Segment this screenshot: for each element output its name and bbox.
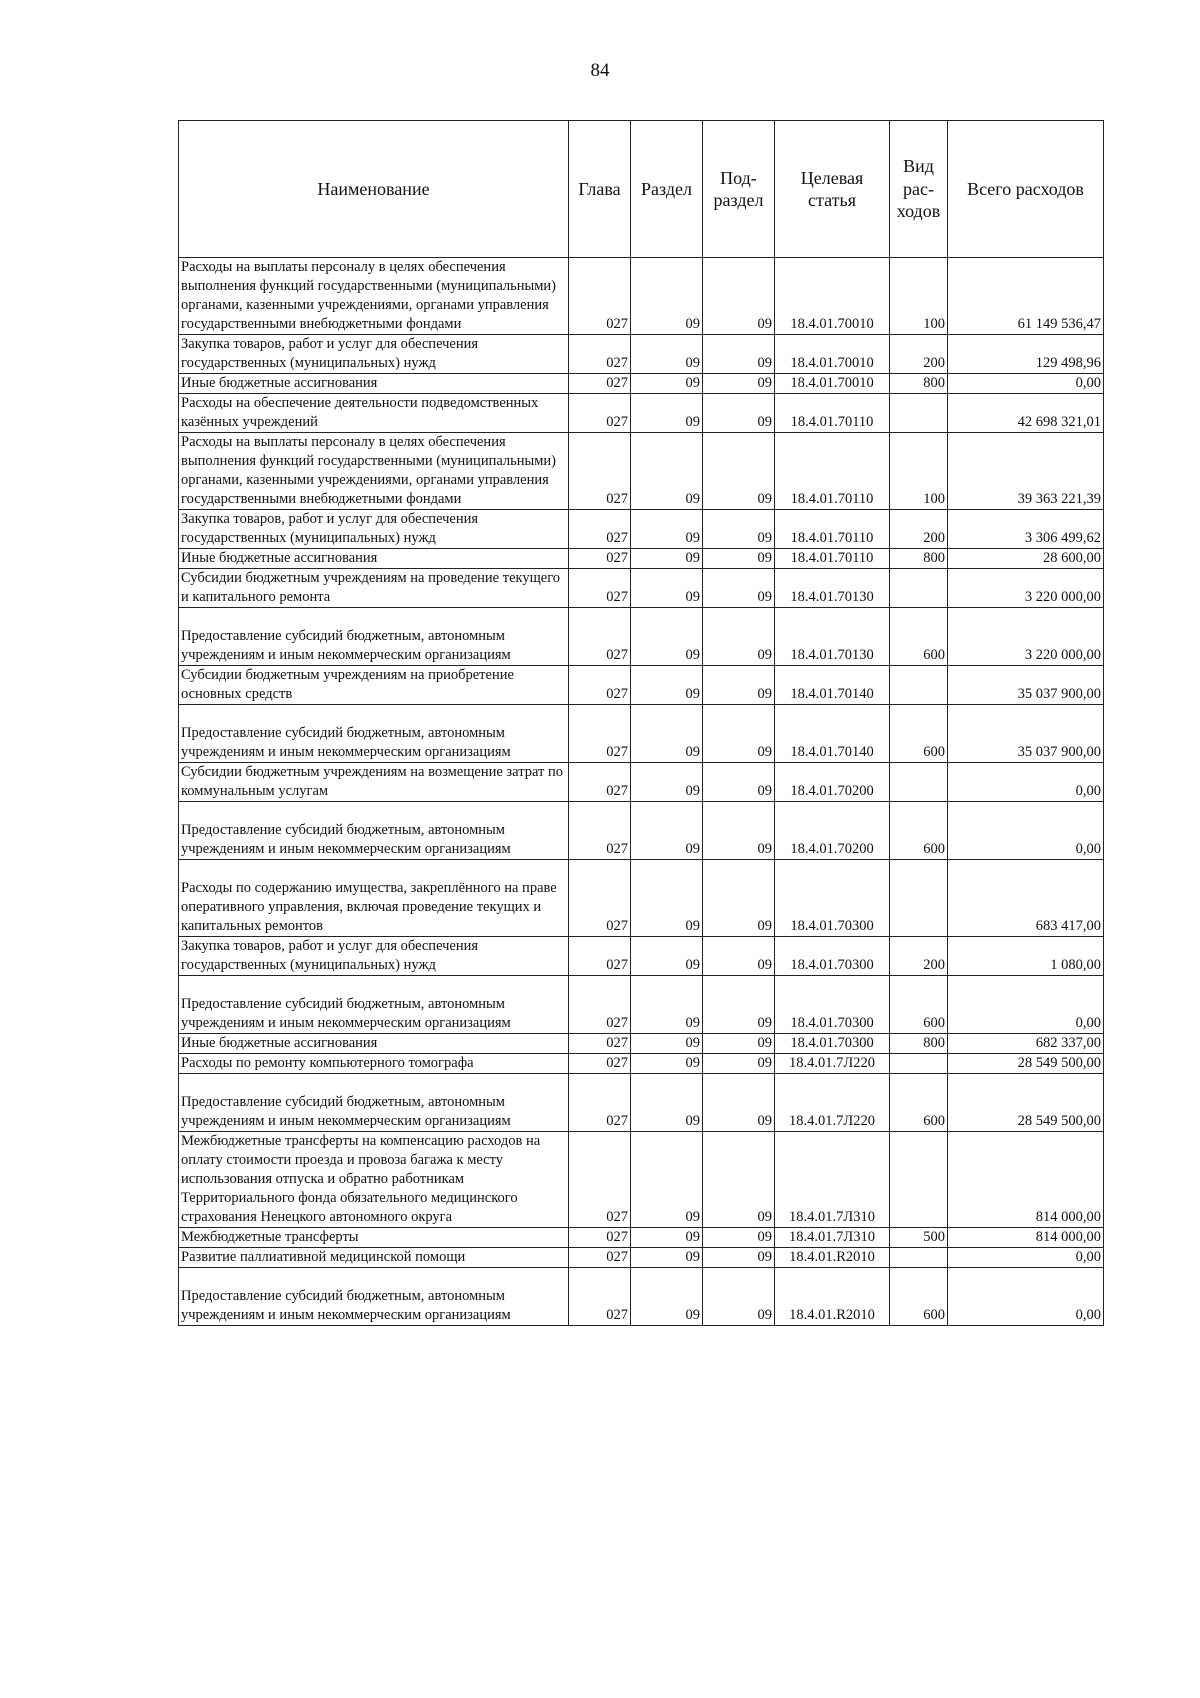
row-subsection: 09 xyxy=(703,258,775,335)
row-target: 18.4.01.70140 xyxy=(775,666,890,705)
row-target: 18.4.01.70010 xyxy=(775,335,890,374)
table-row xyxy=(179,1228,1104,1248)
row-total: 683 417,00 xyxy=(948,860,1104,937)
table-row xyxy=(179,802,1104,860)
row-total: 3 220 000,00 xyxy=(948,569,1104,608)
row-subsection: 09 xyxy=(703,860,775,937)
row-total: 28 549 500,00 xyxy=(948,1054,1104,1074)
row-expense-type: 100 xyxy=(890,258,948,335)
row-expense-type xyxy=(890,569,948,608)
row-chapter: 027 xyxy=(569,1034,631,1054)
row-target: 18.4.01.R2010 xyxy=(775,1268,890,1326)
row-name xyxy=(179,976,569,1034)
row-chapter: 027 xyxy=(569,510,631,549)
row-chapter: 027 xyxy=(569,937,631,976)
row-name-text: Субсидии бюджетным учреждениям на приобретение основных средств xyxy=(181,667,514,702)
table-row xyxy=(179,1248,1104,1268)
row-name xyxy=(179,1228,569,1248)
row-name-text: Расходы по содержанию имущества, закреплённого на праве оперативного управления, включая проведение текущих и капитальных ремонтов xyxy=(181,880,557,934)
row-total: 1 080,00 xyxy=(948,937,1104,976)
row-name xyxy=(179,666,569,705)
row-name-text: Расходы на выплаты персоналу в целях обеспечения выполнения функций государственными (муниципальными) органами, казенными учреждениями, органами управления государственными внебюджетными фондами xyxy=(181,259,557,332)
row-subsection: 09 xyxy=(703,666,775,705)
row-subsection: 09 xyxy=(703,705,775,763)
table-row xyxy=(179,860,1104,937)
row-expense-type xyxy=(890,1248,948,1268)
header-target: Целевая статья xyxy=(775,121,890,258)
row-section: 09 xyxy=(631,374,703,394)
row-name-text: Межбюджетные трансферты на компенсацию расходов на оплату стоимости проезда и провоза багажа к месту использования отпуска и обратно работникам Территориального фонда обязательного медицинского страхования Ненецкого автономного округа xyxy=(181,1133,541,1225)
row-name xyxy=(179,1074,569,1132)
row-expense-type: 500 xyxy=(890,1228,948,1248)
row-name-text: Расходы по ремонту компьютерного томографа xyxy=(181,1055,474,1071)
row-subsection: 09 xyxy=(703,394,775,433)
row-target: 18.4.01.7Л310 xyxy=(775,1132,890,1228)
row-name xyxy=(179,1054,569,1074)
row-chapter: 027 xyxy=(569,1228,631,1248)
row-name-text: Закупка товаров, работ и услуг для обеспечения государственных (муниципальных) нужд xyxy=(181,511,479,546)
header-total: Всего расходов xyxy=(948,121,1104,258)
row-total: 0,00 xyxy=(948,374,1104,394)
row-expense-type: 600 xyxy=(890,976,948,1034)
row-subsection: 09 xyxy=(703,1248,775,1268)
row-name xyxy=(179,1268,569,1326)
row-total: 35 037 900,00 xyxy=(948,666,1104,705)
row-expense-type: 600 xyxy=(890,1268,948,1326)
row-total: 0,00 xyxy=(948,1268,1104,1326)
row-name xyxy=(179,1248,569,1268)
row-section: 09 xyxy=(631,1054,703,1074)
row-chapter: 027 xyxy=(569,258,631,335)
row-section: 09 xyxy=(631,335,703,374)
row-chapter: 027 xyxy=(569,802,631,860)
table-row xyxy=(179,374,1104,394)
row-section: 09 xyxy=(631,1228,703,1248)
table-body xyxy=(179,258,1104,1326)
header-subsection: Под- раздел xyxy=(703,121,775,258)
row-total: 42 698 321,01 xyxy=(948,394,1104,433)
row-name-text: Предоставление субсидий бюджетным, автономным учреждениям и иным некоммерческим организациям xyxy=(181,725,511,760)
row-chapter: 027 xyxy=(569,569,631,608)
row-total: 3 220 000,00 xyxy=(948,608,1104,666)
row-target: 18.4.01.70110 xyxy=(775,510,890,549)
row-name-text: Предоставление субсидий бюджетным, автономным учреждениям и иным некоммерческим организациям xyxy=(181,628,511,663)
row-target: 18.4.01.70300 xyxy=(775,937,890,976)
row-subsection: 09 xyxy=(703,549,775,569)
row-name xyxy=(179,394,569,433)
row-name xyxy=(179,705,569,763)
header-section: Раздел xyxy=(631,121,703,258)
row-name xyxy=(179,335,569,374)
row-expense-type xyxy=(890,1132,948,1228)
row-subsection: 09 xyxy=(703,763,775,802)
header-expense-type: Вид рас- ходов xyxy=(890,121,948,258)
row-name-text: Иные бюджетные ассигнования xyxy=(181,1035,378,1051)
row-expense-type xyxy=(890,860,948,937)
row-expense-type: 800 xyxy=(890,374,948,394)
row-expense-type xyxy=(890,763,948,802)
row-section: 09 xyxy=(631,608,703,666)
table-header-row xyxy=(179,121,1104,258)
row-target: 18.4.01.70130 xyxy=(775,569,890,608)
row-expense-type xyxy=(890,394,948,433)
table-row xyxy=(179,705,1104,763)
row-expense-type: 800 xyxy=(890,549,948,569)
row-chapter: 027 xyxy=(569,763,631,802)
row-subsection: 09 xyxy=(703,569,775,608)
row-subsection: 09 xyxy=(703,1268,775,1326)
table-row xyxy=(179,1034,1104,1054)
row-target: 18.4.01.7Л310 xyxy=(775,1228,890,1248)
table-row xyxy=(179,1074,1104,1132)
row-section: 09 xyxy=(631,1034,703,1054)
row-total: 3 306 499,62 xyxy=(948,510,1104,549)
page-number: 84 xyxy=(590,60,610,81)
row-expense-type: 200 xyxy=(890,937,948,976)
table-row xyxy=(179,510,1104,549)
row-name-text: Предоставление субсидий бюджетным, автономным учреждениям и иным некоммерческим организациям xyxy=(181,996,511,1031)
row-target: 18.4.01.70010 xyxy=(775,258,890,335)
header-name: Наименование xyxy=(179,121,569,258)
row-name xyxy=(179,608,569,666)
row-total: 0,00 xyxy=(948,802,1104,860)
row-target: 18.4.01.7Л220 xyxy=(775,1054,890,1074)
row-name-text: Иные бюджетные ассигнования xyxy=(181,375,378,391)
row-total: 129 498,96 xyxy=(948,335,1104,374)
row-target: 18.4.01.70110 xyxy=(775,549,890,569)
table-row xyxy=(179,335,1104,374)
row-subsection: 09 xyxy=(703,802,775,860)
row-section: 09 xyxy=(631,569,703,608)
row-chapter: 027 xyxy=(569,1074,631,1132)
row-section: 09 xyxy=(631,666,703,705)
row-section: 09 xyxy=(631,860,703,937)
row-target: 18.4.01.R2010 xyxy=(775,1248,890,1268)
row-name xyxy=(179,860,569,937)
row-subsection: 09 xyxy=(703,1034,775,1054)
row-subsection: 09 xyxy=(703,1132,775,1228)
row-name xyxy=(179,510,569,549)
header-chapter: Глава xyxy=(569,121,631,258)
table-row xyxy=(179,433,1104,510)
row-subsection: 09 xyxy=(703,335,775,374)
row-subsection: 09 xyxy=(703,976,775,1034)
row-total: 814 000,00 xyxy=(948,1228,1104,1248)
row-total: 0,00 xyxy=(948,976,1104,1034)
row-total: 814 000,00 xyxy=(948,1132,1104,1228)
table-row xyxy=(179,258,1104,335)
row-target: 18.4.01.70130 xyxy=(775,608,890,666)
row-subsection: 09 xyxy=(703,608,775,666)
row-name xyxy=(179,433,569,510)
row-section: 09 xyxy=(631,802,703,860)
table-row xyxy=(179,1268,1104,1326)
row-chapter: 027 xyxy=(569,394,631,433)
row-total: 28 600,00 xyxy=(948,549,1104,569)
row-name xyxy=(179,802,569,860)
row-expense-type: 200 xyxy=(890,510,948,549)
row-name-text: Расходы на обеспечение деятельности подведомственных казённых учреждений xyxy=(181,395,539,430)
table-row xyxy=(179,1054,1104,1074)
table-row xyxy=(179,937,1104,976)
row-total: 28 549 500,00 xyxy=(948,1074,1104,1132)
row-name-text: Межбюджетные трансферты xyxy=(181,1229,359,1245)
row-section: 09 xyxy=(631,976,703,1034)
row-subsection: 09 xyxy=(703,1228,775,1248)
row-subsection: 09 xyxy=(703,374,775,394)
table-row xyxy=(179,608,1104,666)
row-name xyxy=(179,1034,569,1054)
row-section: 09 xyxy=(631,1074,703,1132)
row-chapter: 027 xyxy=(569,335,631,374)
row-expense-type: 600 xyxy=(890,1074,948,1132)
row-expense-type: 100 xyxy=(890,433,948,510)
row-expense-type: 600 xyxy=(890,608,948,666)
row-chapter: 027 xyxy=(569,666,631,705)
row-target: 18.4.01.70110 xyxy=(775,433,890,510)
row-expense-type xyxy=(890,1054,948,1074)
row-chapter: 027 xyxy=(569,1132,631,1228)
row-section: 09 xyxy=(631,394,703,433)
row-name-text: Иные бюджетные ассигнования xyxy=(181,550,378,566)
row-subsection: 09 xyxy=(703,937,775,976)
row-name-text: Субсидии бюджетным учреждениям на проведение текущего и капитального ремонта xyxy=(181,570,561,605)
row-expense-type: 600 xyxy=(890,802,948,860)
row-name xyxy=(179,569,569,608)
row-chapter: 027 xyxy=(569,374,631,394)
row-chapter: 027 xyxy=(569,860,631,937)
row-section: 09 xyxy=(631,258,703,335)
table-row xyxy=(179,976,1104,1034)
row-section: 09 xyxy=(631,1132,703,1228)
row-target: 18.4.01.70300 xyxy=(775,976,890,1034)
row-section: 09 xyxy=(631,763,703,802)
row-subsection: 09 xyxy=(703,1054,775,1074)
row-section: 09 xyxy=(631,1268,703,1326)
row-section: 09 xyxy=(631,705,703,763)
row-total: 0,00 xyxy=(948,763,1104,802)
table-row xyxy=(179,549,1104,569)
row-name-text: Расходы на выплаты персоналу в целях обеспечения выполнения функций государственными (муниципальными) органами, казенными учреждениями, органами управления государственными внебюджетными фондами xyxy=(181,434,557,507)
row-section: 09 xyxy=(631,433,703,510)
row-target: 18.4.01.70140 xyxy=(775,705,890,763)
row-total: 39 363 221,39 xyxy=(948,433,1104,510)
row-name xyxy=(179,1132,569,1228)
row-target: 18.4.01.70300 xyxy=(775,860,890,937)
table-row xyxy=(179,666,1104,705)
table-row xyxy=(179,569,1104,608)
row-target: 18.4.01.70010 xyxy=(775,374,890,394)
row-total: 35 037 900,00 xyxy=(948,705,1104,763)
row-chapter: 027 xyxy=(569,976,631,1034)
table-row xyxy=(179,1132,1104,1228)
row-chapter: 027 xyxy=(569,1054,631,1074)
row-name-text: Предоставление субсидий бюджетным, автономным учреждениям и иным некоммерческим организациям xyxy=(181,1094,511,1129)
row-name-text: Предоставление субсидий бюджетным, автономным учреждениям и иным некоммерческим организациям xyxy=(181,1288,511,1323)
row-target: 18.4.01.7Л220 xyxy=(775,1074,890,1132)
row-name xyxy=(179,937,569,976)
row-chapter: 027 xyxy=(569,549,631,569)
row-name-text: Развитие паллиативной медицинской помощи xyxy=(181,1249,466,1265)
row-section: 09 xyxy=(631,937,703,976)
row-subsection: 09 xyxy=(703,433,775,510)
row-chapter: 027 xyxy=(569,1268,631,1326)
row-chapter: 027 xyxy=(569,433,631,510)
row-section: 09 xyxy=(631,549,703,569)
row-name xyxy=(179,374,569,394)
row-name xyxy=(179,763,569,802)
row-subsection: 09 xyxy=(703,1074,775,1132)
row-expense-type xyxy=(890,666,948,705)
row-section: 09 xyxy=(631,1248,703,1268)
row-name-text: Предоставление субсидий бюджетным, автономным учреждениям и иным некоммерческим организациям xyxy=(181,822,511,857)
row-target: 18.4.01.70200 xyxy=(775,763,890,802)
row-name-text: Закупка товаров, работ и услуг для обеспечения государственных (муниципальных) нужд xyxy=(181,336,479,371)
row-total: 61 149 536,47 xyxy=(948,258,1104,335)
row-name-text: Субсидии бюджетным учреждениям на возмещение затрат по коммунальным услугам xyxy=(181,764,563,799)
row-target: 18.4.01.70300 xyxy=(775,1034,890,1054)
row-expense-type: 600 xyxy=(890,705,948,763)
table-row xyxy=(179,763,1104,802)
row-name-text: Закупка товаров, работ и услуг для обеспечения государственных (муниципальных) нужд xyxy=(181,938,479,973)
row-target: 18.4.01.70200 xyxy=(775,802,890,860)
row-name xyxy=(179,258,569,335)
row-name xyxy=(179,549,569,569)
row-chapter: 027 xyxy=(569,1248,631,1268)
table-row xyxy=(179,394,1104,433)
row-expense-type: 800 xyxy=(890,1034,948,1054)
budget-table xyxy=(178,120,1104,1326)
row-chapter: 027 xyxy=(569,705,631,763)
row-target: 18.4.01.70110 xyxy=(775,394,890,433)
row-chapter: 027 xyxy=(569,608,631,666)
row-expense-type: 200 xyxy=(890,335,948,374)
row-total: 0,00 xyxy=(948,1248,1104,1268)
row-subsection: 09 xyxy=(703,510,775,549)
row-total: 682 337,00 xyxy=(948,1034,1104,1054)
row-section: 09 xyxy=(631,510,703,549)
